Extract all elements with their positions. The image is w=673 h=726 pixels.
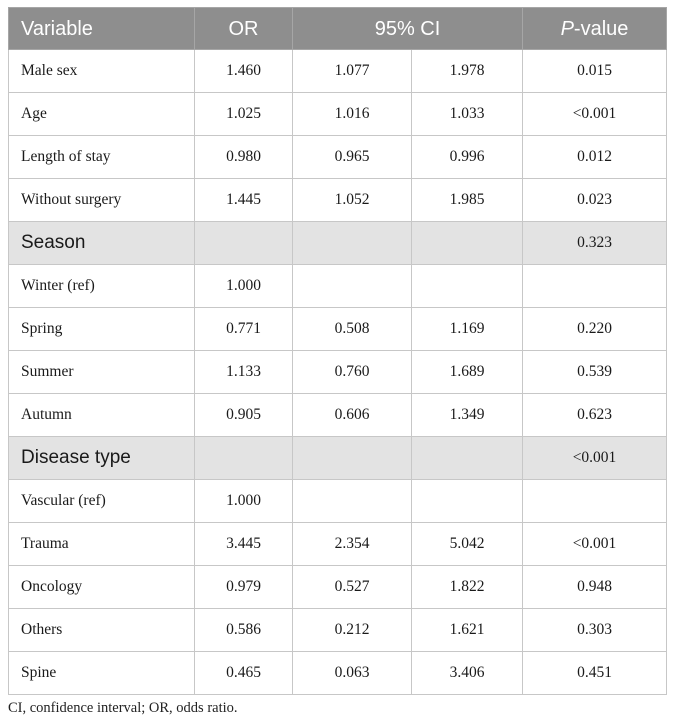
or-cell: 1.133 — [195, 351, 293, 394]
header-p-suffix: -value — [573, 17, 629, 40]
ci-high-cell: 1.978 — [412, 50, 523, 93]
p-value-cell — [523, 480, 667, 523]
ci-high-cell: 1.349 — [412, 394, 523, 437]
p-value-cell: 0.623 — [523, 394, 667, 437]
or-cell: 0.905 — [195, 394, 293, 437]
p-value-cell: 0.220 — [523, 308, 667, 351]
or-cell: 1.000 — [195, 480, 293, 523]
p-value-cell — [523, 265, 667, 308]
or-cell: 0.979 — [195, 566, 293, 609]
ci-low-cell: 0.508 — [293, 308, 412, 351]
ci-low-cell: 0.965 — [293, 136, 412, 179]
p-value-cell: 0.303 — [523, 609, 667, 652]
row-label: Male sex — [9, 50, 195, 93]
ci-low-cell: 1.077 — [293, 50, 412, 93]
row-label: Spring — [9, 308, 195, 351]
header-or: OR — [195, 8, 293, 50]
table-row — [9, 136, 667, 179]
row-label: Without surgery — [9, 179, 195, 222]
p-value-cell: 0.023 — [523, 179, 667, 222]
header-p-letter: P — [560, 17, 574, 40]
table-row — [9, 523, 667, 566]
or-cell: 1.025 — [195, 93, 293, 136]
ci-low-cell: 0.212 — [293, 609, 412, 652]
table-row — [9, 265, 667, 308]
ci-low-cell: 0.063 — [293, 652, 412, 695]
table-row — [9, 609, 667, 652]
or-cell — [195, 437, 293, 480]
ci-low-cell — [293, 265, 412, 308]
row-label: Winter (ref) — [9, 265, 195, 308]
header-variable: Variable — [9, 8, 195, 50]
header-row — [9, 8, 667, 50]
row-label: Summer — [9, 351, 195, 394]
ci-high-cell: 1.985 — [412, 179, 523, 222]
ci-high-cell — [412, 222, 523, 265]
section-row-season — [9, 222, 667, 265]
row-label: Age — [9, 93, 195, 136]
row-label: Others — [9, 609, 195, 652]
ci-high-cell: 1.169 — [412, 308, 523, 351]
p-value-cell: 0.015 — [523, 50, 667, 93]
or-cell: 1.460 — [195, 50, 293, 93]
ci-low-cell: 0.606 — [293, 394, 412, 437]
results-table — [8, 7, 667, 695]
or-cell: 0.586 — [195, 609, 293, 652]
or-cell: 0.980 — [195, 136, 293, 179]
row-label: Trauma — [9, 523, 195, 566]
ci-high-cell — [412, 437, 523, 480]
p-value-cell: 0.948 — [523, 566, 667, 609]
table-row — [9, 50, 667, 93]
ci-high-cell: 1.689 — [412, 351, 523, 394]
table-row — [9, 179, 667, 222]
table-row — [9, 566, 667, 609]
ci-low-cell: 1.052 — [293, 179, 412, 222]
ci-high-cell: 5.042 — [412, 523, 523, 566]
row-label: Spine — [9, 652, 195, 695]
ci-low-cell: 0.760 — [293, 351, 412, 394]
p-value-cell: 0.451 — [523, 652, 667, 695]
ci-high-cell — [412, 480, 523, 523]
row-label: Length of stay — [9, 136, 195, 179]
ci-high-cell: 3.406 — [412, 652, 523, 695]
section-label: Season — [9, 222, 195, 265]
or-cell: 3.445 — [195, 523, 293, 566]
ci-low-cell — [293, 480, 412, 523]
table-row — [9, 351, 667, 394]
header-ci: 95% CI — [293, 8, 523, 50]
ci-low-cell — [293, 437, 412, 480]
row-label: Oncology — [9, 566, 195, 609]
table-row — [9, 652, 667, 695]
table-footnote: CI, confidence interval; OR, odds ratio. — [8, 700, 238, 716]
p-value-cell: <0.001 — [523, 93, 667, 136]
table-row — [9, 93, 667, 136]
p-value-cell: <0.001 — [523, 437, 667, 480]
or-cell: 0.465 — [195, 652, 293, 695]
ci-low-cell — [293, 222, 412, 265]
or-cell: 0.771 — [195, 308, 293, 351]
p-value-cell: 0.012 — [523, 136, 667, 179]
p-value-cell: 0.323 — [523, 222, 667, 265]
or-cell: 1.445 — [195, 179, 293, 222]
header-p-value — [523, 8, 667, 50]
ci-low-cell: 1.016 — [293, 93, 412, 136]
p-value-cell: 0.539 — [523, 351, 667, 394]
row-label: Vascular (ref) — [9, 480, 195, 523]
table-row — [9, 308, 667, 351]
p-value-cell: <0.001 — [523, 523, 667, 566]
ci-high-cell: 0.996 — [412, 136, 523, 179]
section-row-disease-type — [9, 437, 667, 480]
ci-high-cell: 1.822 — [412, 566, 523, 609]
or-cell — [195, 222, 293, 265]
ci-low-cell: 0.527 — [293, 566, 412, 609]
table-row — [9, 480, 667, 523]
table-row — [9, 394, 667, 437]
section-label: Disease type — [9, 437, 195, 480]
or-cell: 1.000 — [195, 265, 293, 308]
ci-high-cell: 1.033 — [412, 93, 523, 136]
row-label: Autumn — [9, 394, 195, 437]
ci-high-cell — [412, 265, 523, 308]
ci-low-cell: 2.354 — [293, 523, 412, 566]
ci-high-cell: 1.621 — [412, 609, 523, 652]
